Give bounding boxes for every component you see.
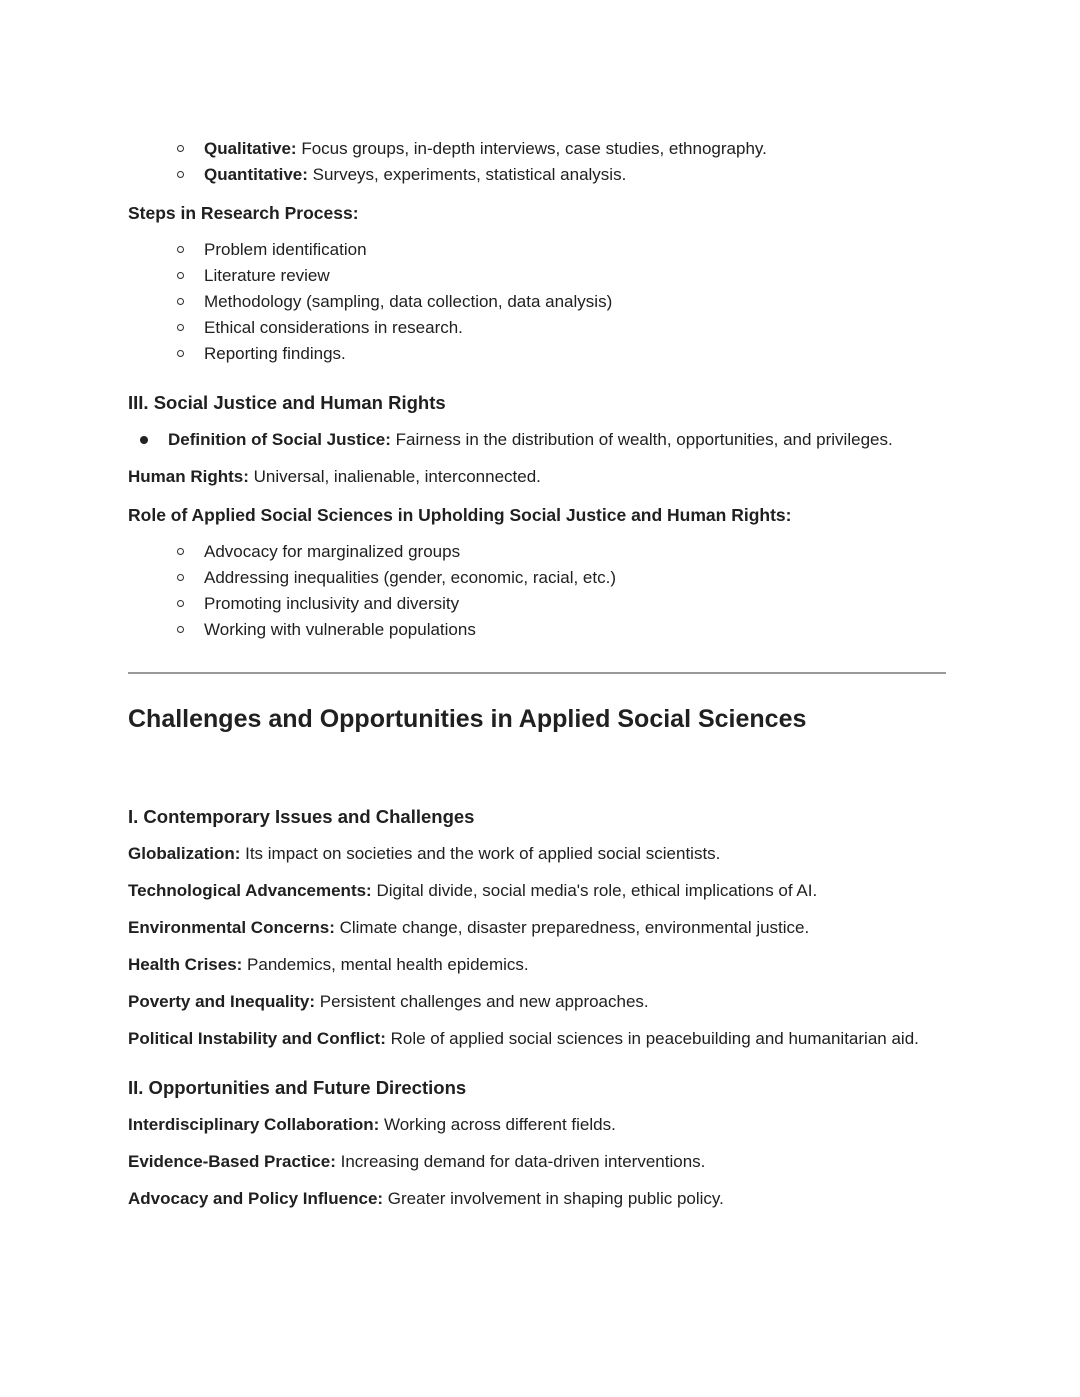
paragraph-environmental-concerns (128, 915, 946, 941)
section-divider (128, 672, 946, 674)
list-item (128, 162, 946, 188)
list-item-lead: Quantitative: (204, 165, 308, 184)
list-item-lead: Definition of Social Justice: (168, 430, 391, 449)
paragraph-text: Role of applied social sciences in peacebuilding and humanitarian aid. (385, 1029, 919, 1048)
paragraph-lead: Interdisciplinary Collaboration: (128, 1115, 380, 1134)
research-steps-list (128, 237, 946, 367)
list-item-text: Literature review (204, 266, 330, 285)
paragraph-lead: Human Rights: (128, 467, 249, 486)
bullet-circle-icon (177, 600, 184, 607)
page-title: Challenges and Opportunities in Applied Social Sciences (128, 705, 807, 733)
bullet-circle-icon (177, 171, 184, 178)
list-item (128, 539, 946, 565)
heading-steps-in-research-process: Steps in Research Process: (128, 203, 359, 223)
list-item-text: Reporting findings. (204, 344, 346, 363)
paragraph-text: Increasing demand for data-driven interventions. (335, 1152, 706, 1171)
paragraph-evidence-based-practice (128, 1149, 946, 1175)
list-item (128, 341, 946, 367)
paragraph-technological-advancements (128, 878, 946, 904)
bullet-circle-icon (177, 145, 184, 152)
paragraph-lead: Evidence-Based Practice: (128, 1152, 336, 1171)
paragraph-lead: Political Instability and Conflict: (128, 1029, 386, 1048)
paragraph-text: Greater involvement in shaping public policy. (383, 1189, 724, 1208)
bullet-circle-icon (177, 574, 184, 581)
paragraph-lead: Advocacy and Policy Influence: (128, 1189, 384, 1208)
bullet-circle-icon (177, 350, 184, 357)
paragraph-text: Climate change, disaster preparedness, environmental justice. (334, 918, 810, 937)
list-item (128, 617, 946, 643)
list-item-text: Fairness in the distribution of wealth, opportunities, and privileges. (390, 430, 893, 449)
list-item (128, 289, 946, 315)
list-item-text: Focus groups, in-depth interviews, case studies, ethnography. (296, 139, 767, 158)
heading-social-justice-human-rights: III. Social Justice and Human Rights (128, 392, 446, 413)
heading-contemporary-issues: I. Contemporary Issues and Challenges (128, 806, 475, 827)
list-item-text: Advocacy for marginalized groups (204, 542, 461, 561)
list-item-text: Problem identification (204, 240, 367, 259)
bullet-circle-icon (177, 272, 184, 279)
paragraph-text: Working across different fields. (379, 1115, 616, 1134)
list-item (128, 565, 946, 591)
bullet-circle-icon (177, 626, 184, 633)
list-item-text: Surveys, experiments, statistical analysis. (307, 165, 627, 184)
paragraph-interdisciplinary-collaboration (128, 1112, 946, 1138)
paragraph-lead: Globalization: (128, 844, 241, 863)
bullet-circle-icon (177, 298, 184, 305)
paragraph-lead: Health Crises: (128, 955, 243, 974)
paragraph-health-crises (128, 952, 946, 978)
paragraph-advocacy-policy-influence (128, 1186, 946, 1212)
research-methods-list (128, 136, 946, 188)
list-item (128, 237, 946, 263)
paragraph-human-rights (128, 464, 946, 490)
list-item-lead: Qualitative: (204, 139, 297, 158)
list-item-text: Addressing inequalities (gender, economic, racial, etc.) (204, 568, 616, 587)
paragraph-text: Pandemics, mental health epidemics. (242, 955, 529, 974)
paragraph-lead: Environmental Concerns: (128, 918, 335, 937)
bullet-dot-icon (140, 436, 148, 444)
paragraph-lead: Poverty and Inequality: (128, 992, 316, 1011)
list-item (128, 263, 946, 289)
paragraph-text: Persistent challenges and new approaches. (315, 992, 649, 1011)
paragraph-text: Its impact on societies and the work of applied social scientists. (240, 844, 721, 863)
list-item (128, 427, 946, 453)
paragraph-poverty-inequality (128, 989, 946, 1015)
bullet-circle-icon (177, 548, 184, 555)
paragraph-lead: Technological Advancements: (128, 881, 372, 900)
paragraph-political-instability (128, 1026, 946, 1052)
paragraph-text: Digital divide, social media's role, ethical implications of AI. (371, 881, 818, 900)
list-item (128, 136, 946, 162)
list-item (128, 315, 946, 341)
heading-opportunities-future-directions: II. Opportunities and Future Directions (128, 1077, 467, 1098)
heading-role-of-applied-social-sciences: Role of Applied Social Sciences in Upholding Social Justice and Human Rights: (128, 505, 792, 525)
list-item-text: Promoting inclusivity and diversity (204, 594, 460, 613)
list-item-text: Ethical considerations in research. (204, 318, 463, 337)
paragraph-text: Universal, inalienable, interconnected. (248, 467, 541, 486)
bullet-circle-icon (177, 246, 184, 253)
role-list (128, 539, 946, 643)
list-item-text: Working with vulnerable populations (204, 620, 476, 639)
list-item-text: Methodology (sampling, data collection, data analysis) (204, 292, 613, 311)
definition-list (128, 427, 946, 453)
bullet-circle-icon (177, 324, 184, 331)
paragraph-globalization (128, 841, 946, 867)
list-item (128, 591, 946, 617)
